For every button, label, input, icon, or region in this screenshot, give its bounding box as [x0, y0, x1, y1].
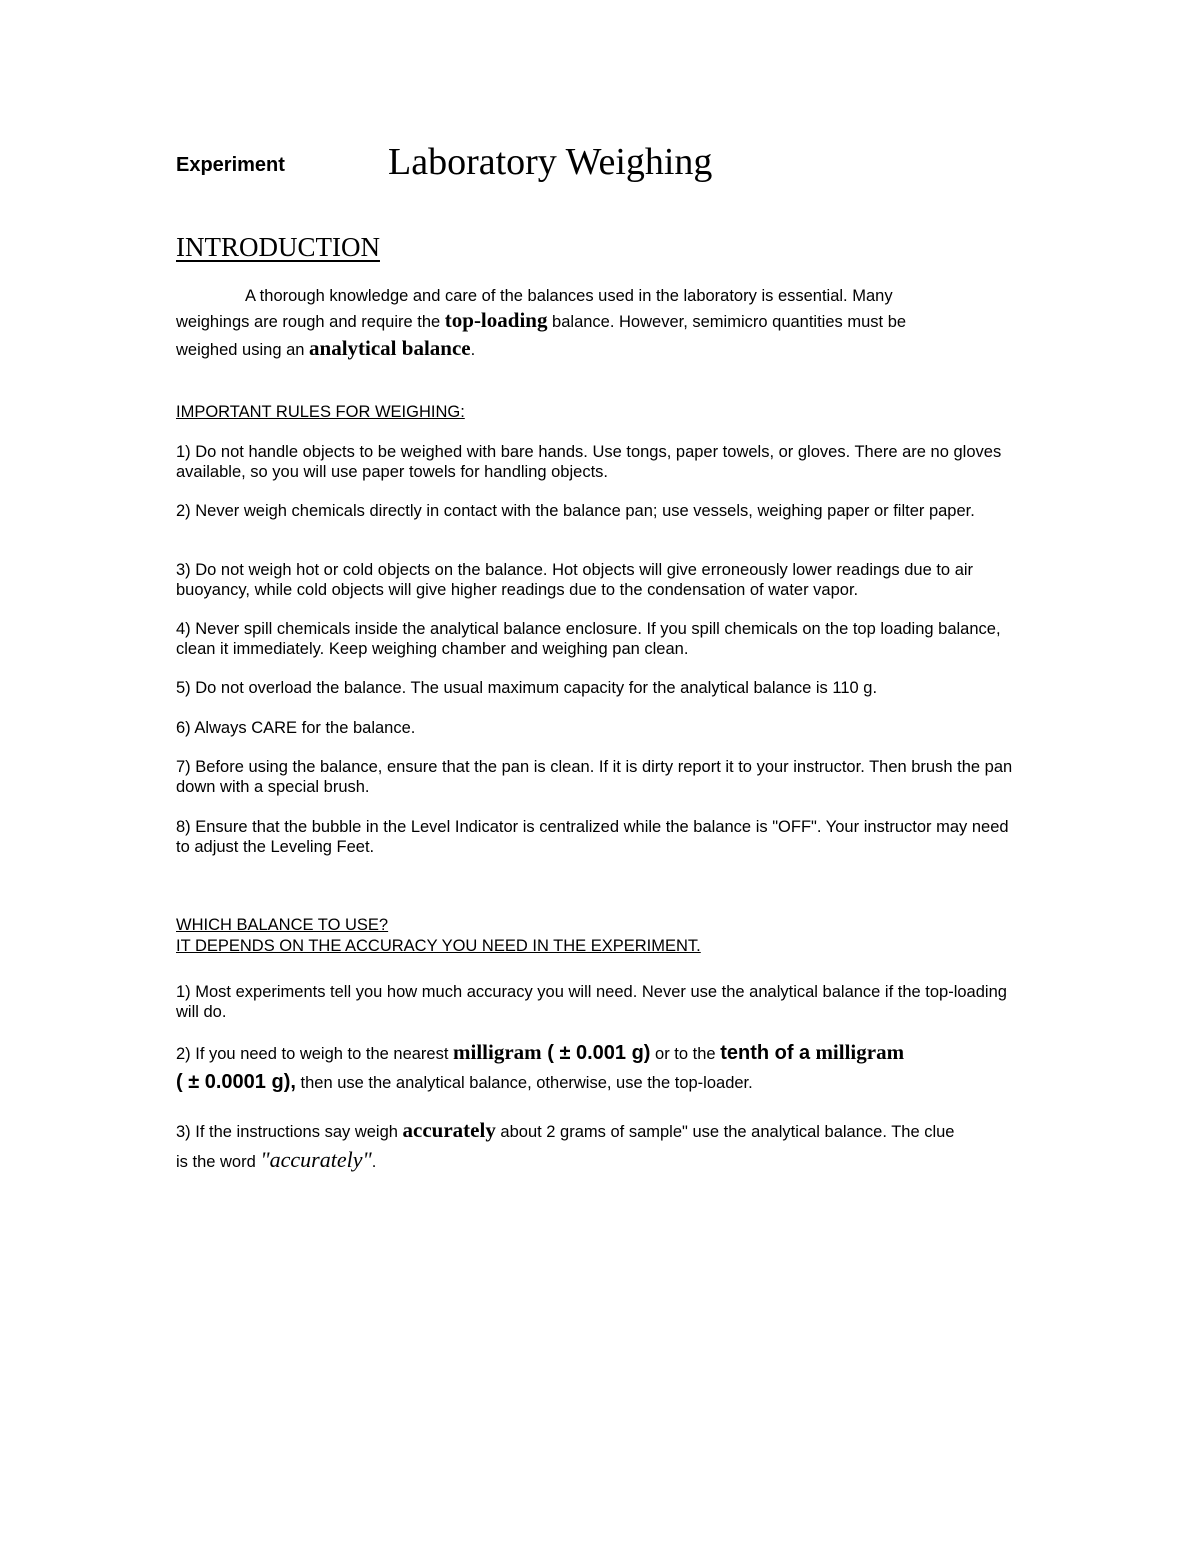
rule-item: 4) Never spill chemicals inside the analytical balance enclosure. If you spill chemicals on the top loading balance, clean it immediately. Keep weighing chamber and weighing pan clean. — [176, 620, 1001, 658]
introduction-heading: INTRODUCTION — [176, 232, 380, 262]
intro-text: weighed using an — [176, 341, 310, 359]
rule-item: 1) Do not handle objects to be weighed with bare hands. Use tongs, paper towels, or gloves. There are no gloves available, so you will use paper towels for handling objects. — [176, 443, 1002, 481]
which-item-3-line-2 — [176, 1147, 377, 1172]
which-text: about 2 grams of sample" use the analytical balance. The clue — [495, 1123, 955, 1141]
intro-text: weighings are rough and require the — [176, 313, 445, 331]
which-item-2-line-2 — [176, 1072, 753, 1093]
which-text: 3) If the instructions say weigh — [176, 1123, 403, 1141]
which-item-3-line-1 — [176, 1120, 955, 1142]
intro-line-2 — [176, 310, 906, 332]
which-balance-heading: WHICH BALANCE TO USE? — [176, 916, 389, 934]
rule-item: 5) Do not overload the balance. The usual maximum capacity for the analytical balance is 110 g. — [176, 679, 878, 697]
milligram-value: ( ± 0.001 g) — [541, 1042, 651, 1064]
intro-text: . — [470, 341, 476, 359]
tenth-of-a-emphasis: tenth of a — [720, 1042, 811, 1064]
analytical-balance-emphasis: analytical balance — [309, 336, 471, 360]
accuracy-heading: IT DEPENDS ON THE ACCURACY YOU NEED IN THE EXPERIMENT. — [176, 937, 701, 955]
which-text: . — [371, 1153, 377, 1171]
rule-item: 6) Always CARE for the balance. — [176, 719, 416, 737]
page-title: Laboratory Weighing — [388, 141, 713, 183]
rule-item: 7) Before using the balance, ensure that the pan is clean. If it is dirty report it to your instructor. Then brush the pan down with a special brush. — [176, 758, 1013, 796]
which-text: 2) If you need to weigh to the nearest — [176, 1045, 454, 1063]
experiment-label: Experiment — [176, 154, 285, 176]
intro-text: balance. However, semimicro quantities must be — [547, 313, 907, 331]
which-text: then use the analytical balance, otherwise, use the top-loader. — [295, 1074, 753, 1092]
milligram-emphasis: milligram — [453, 1040, 542, 1064]
rules-heading: IMPORTANT RULES FOR WEIGHING: — [176, 403, 465, 421]
accurately-emphasis: accurately — [402, 1118, 496, 1142]
rule-item: 8) Ensure that the bubble in the Level Indicator is centralized while the balance is "OFF". Your instructor may need to adjust the Leveling Feet. — [176, 818, 1009, 856]
which-item-1: 1) Most experiments tell you how much accuracy you will need. Never use the analytical balance if the top-loading will do. — [176, 983, 1007, 1021]
rule-item: 2) Never weigh chemicals directly in contact with the balance pan; use vessels, weighing paper or filter paper. — [176, 502, 975, 520]
top-loading-emphasis: top-loading — [444, 308, 548, 332]
which-text: is the word — [176, 1153, 261, 1171]
intro-line-3 — [176, 338, 475, 360]
tenth-milligram-emphasis: milligram — [810, 1040, 905, 1064]
which-text: or to the — [650, 1045, 721, 1063]
rule-item: 3) Do not weigh hot or cold objects on the balance. Hot objects will give erroneously lower readings due to air buoyancy, while cold objects will give higher readings due to the condensation of water vapor. — [176, 561, 974, 599]
which-item-2-line-1 — [176, 1042, 904, 1064]
tenth-milligram-value: ( ± 0.0001 g), — [176, 1071, 296, 1093]
intro-line-1: A thorough knowledge and care of the balances used in the laboratory is essential. Many — [245, 287, 893, 305]
accurately-quoted: "accurately" — [260, 1147, 372, 1172]
